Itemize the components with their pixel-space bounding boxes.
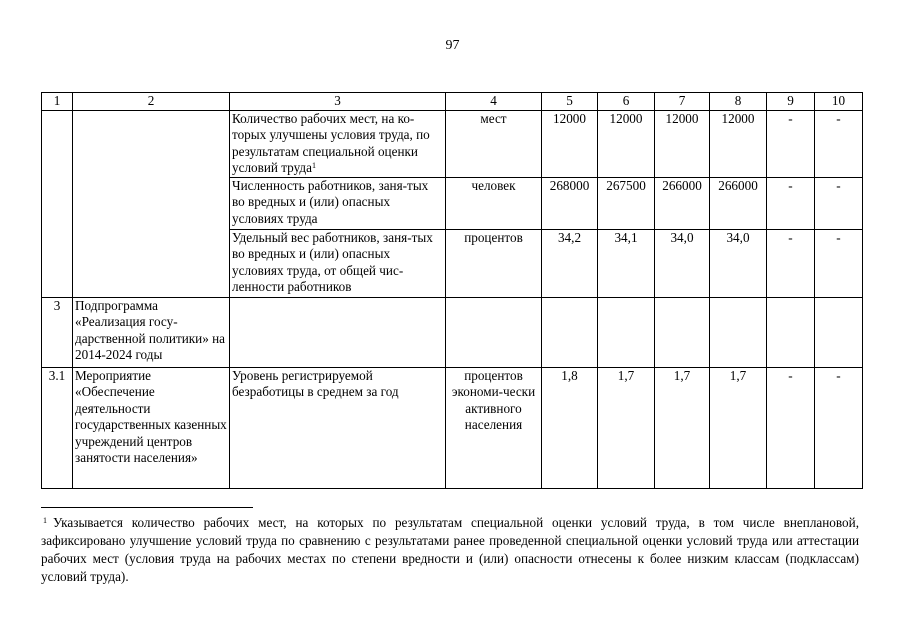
footnote-reference: 1 (311, 161, 316, 170)
value-cell: - (767, 177, 815, 229)
value-cell: 1,7 (598, 367, 655, 488)
value-cell: 1,7 (710, 367, 767, 488)
row-number-cell: 3 (42, 297, 73, 367)
value-cell: 268000 (542, 177, 598, 229)
indicators-table (41, 92, 863, 489)
program-name-cell: Мероприятие «Обеспечение деятельности государственных казенных учреждений центров занятости населения» (73, 367, 230, 488)
empty-cell (767, 297, 815, 367)
indicator-text: Количество рабочих мест, на ко-торых улучшены условия труда, по результатам специальной оценки условий труда (232, 110, 430, 175)
value-cell: - (767, 229, 815, 297)
header-cell: 6 (598, 93, 655, 111)
value-cell: 12000 (542, 110, 598, 177)
unit-cell: процентов (446, 229, 542, 297)
value-cell: 34,0 (655, 229, 710, 297)
value-cell: - (767, 367, 815, 488)
header-cell: 3 (230, 93, 446, 111)
empty-cell (230, 297, 446, 367)
value-cell: 267500 (598, 177, 655, 229)
unit-cell: мест (446, 110, 542, 177)
row-number-cell: 3.1 (42, 367, 73, 488)
table-row (42, 110, 863, 177)
value-cell: - (815, 367, 863, 488)
indicator-cell: Удельный вес работников, заня-тых во вредных и (или) опасных условиях труда, от общей чис-ленности работников (230, 229, 446, 297)
column-numbers-row (42, 93, 863, 111)
header-cell: 1 (42, 93, 73, 111)
header-cell: 4 (446, 93, 542, 111)
value-cell: - (815, 229, 863, 297)
value-cell: 266000 (655, 177, 710, 229)
value-cell: 1,8 (542, 367, 598, 488)
table-row (42, 297, 863, 367)
header-cell: 9 (767, 93, 815, 111)
program-name-cell: Подпрограмма «Реализация госу-дарственной политики» на 2014-2024 годы (73, 297, 230, 367)
empty-cell (655, 297, 710, 367)
value-cell: 12000 (655, 110, 710, 177)
value-cell: 34,1 (598, 229, 655, 297)
header-cell: 5 (542, 93, 598, 111)
value-cell: - (815, 110, 863, 177)
empty-cell (598, 297, 655, 367)
footnote-mark: 1 (43, 516, 47, 525)
empty-cell (446, 297, 542, 367)
indicator-cell: Численность работников, заня-тых во вредных и (или) опасных условиях труда (230, 177, 446, 229)
header-cell: 10 (815, 93, 863, 111)
indicator-cell: Уровень регистрируемой безработицы в среднем за год (230, 367, 446, 488)
page-number: 97 (445, 38, 460, 53)
footnote (41, 514, 859, 586)
value-cell: 34,0 (710, 229, 767, 297)
value-cell: 34,2 (542, 229, 598, 297)
empty-cell (542, 297, 598, 367)
empty-cell (710, 297, 767, 367)
table-row (42, 367, 863, 488)
footnote-text: Указывается количество рабочих мест, на которых по результатам специальной оценки условий труда, в том числе внеплановой, зафиксировано улучшение условий труда по сравнению с результатами ранее проведенной специальной оценки условий труда или аттестации рабочих мест (условия труда на рабочих местах по степени вредности и (или) опасности отнесены к более низким классам (подклассам) условий труда). (41, 515, 859, 584)
value-cell: - (815, 177, 863, 229)
empty-cell (815, 297, 863, 367)
footnote-separator (41, 507, 253, 508)
program-name-cell (73, 110, 230, 297)
unit-cell: процентов экономи-чески активного населения (446, 367, 542, 488)
row-number-cell (42, 110, 73, 297)
value-cell: 12000 (598, 110, 655, 177)
header-cell: 2 (73, 93, 230, 111)
value-cell: 12000 (710, 110, 767, 177)
header-cell: 7 (655, 93, 710, 111)
header-cell: 8 (710, 93, 767, 111)
value-cell: 266000 (710, 177, 767, 229)
value-cell: - (767, 110, 815, 177)
unit-cell: человек (446, 177, 542, 229)
indicator-cell (230, 110, 446, 177)
value-cell: 1,7 (655, 367, 710, 488)
